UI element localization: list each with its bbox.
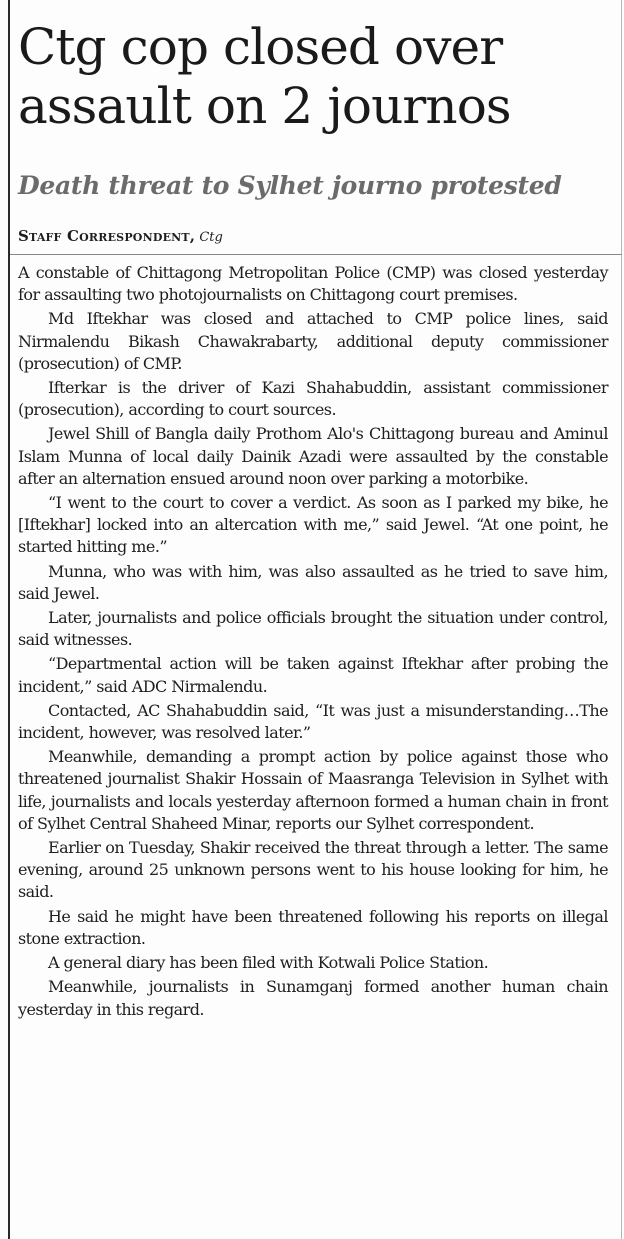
paragraph: He said he might have been threatened following his reports on illegal stone extraction. bbox=[18, 906, 608, 948]
paragraph: Ifterkar is the driver of Kazi Shahabuddin, assistant commissioner (prosecution), according to court sources. bbox=[18, 378, 608, 420]
headline-line-2: assault on 2 journos bbox=[18, 77, 511, 135]
byline bbox=[18, 227, 618, 247]
paragraph: Md Iftekhar was closed and attached to CMP police lines, said Nirmalendu Bikash Chawakrabarty, additional deputy commissioner (prosecution) of CMP. bbox=[18, 309, 608, 373]
headline-line-1: Ctg cop closed over bbox=[18, 18, 503, 76]
article-body bbox=[18, 262, 608, 1023]
paragraph: Meanwhile, demanding a prompt action by police against those who threatened journalist Shakir Hossain of Maasranga Television in Sylhet with life, journalists and locals yesterday afternoon formed a human chain in front of Sylhet Central Shaheed Minar, reports our Sylhet correspondent. bbox=[18, 747, 608, 833]
subheadline: Death threat to Sylhet journo protested bbox=[18, 171, 562, 200]
paragraph: “Departmental action will be taken against Iftekhar after probing the incident,” said ADC Nirmalendu. bbox=[18, 654, 608, 696]
column-rule-left bbox=[8, 0, 10, 1239]
paragraph: Meanwhile, journalists in Sunamganj formed another human chain yesterday in this regard. bbox=[18, 977, 608, 1019]
paragraph: A constable of Chittagong Metropolitan Police (CMP) was closed yesterday for assaulting two photojournalists on Chittagong court premises. bbox=[18, 263, 608, 305]
divider bbox=[10, 254, 622, 255]
paragraph: Later, journalists and police officials brought the situation under control, said witnesses. bbox=[18, 608, 608, 650]
paragraph: A general diary has been filed with Kotwali Police Station. bbox=[48, 953, 489, 973]
headline bbox=[18, 18, 618, 136]
column-rule-right bbox=[621, 0, 622, 1239]
paragraph: Contacted, AC Shahabuddin said, “It was just a misunderstanding…The incident, however, was resolved later.” bbox=[18, 700, 608, 743]
paragraph: Jewel Shill of Bangla daily Prothom Alo's Chittagong bureau and Aminul Islam Munna of local daily Dainik Azadi were assaulted by the constable after an alternation ensued around noon over parking a motorbike. bbox=[18, 424, 608, 488]
paragraph: “I went to the court to cover a verdict. As soon as I parked my bike, he [Iftekhar] locked into an altercation with me,” said Jewel. “At one point, he started hitting me.” bbox=[18, 493, 608, 557]
byline-name: Staff Correspondent, bbox=[18, 227, 196, 245]
paragraph: Munna, who was with him, was also assaulted as he tried to save him, said Jewel. bbox=[18, 561, 608, 603]
paragraph: Earlier on Tuesday, Shakir received the threat through a letter. The same evening, around 25 unknown persons went to his house looking for him, he said. bbox=[18, 838, 608, 902]
byline-location: Ctg bbox=[199, 230, 223, 245]
